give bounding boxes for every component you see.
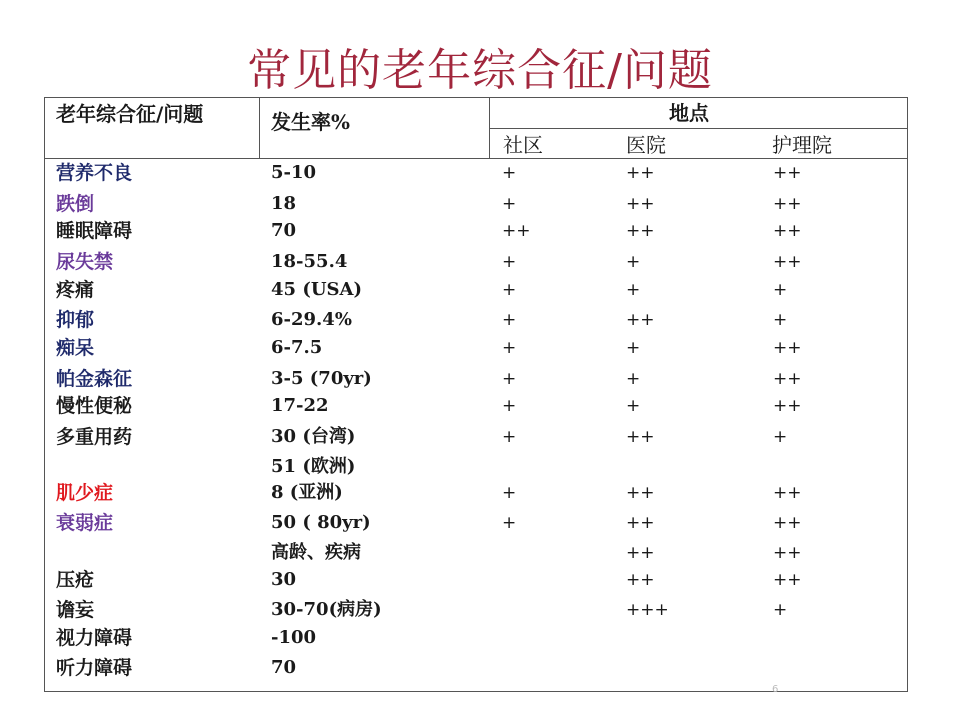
row-rate: 18	[271, 193, 297, 214]
row-nursing-home: +	[773, 600, 788, 620]
row-community: +	[502, 513, 517, 533]
row-nursing-home: ++	[773, 338, 802, 358]
row-hospital: ++	[626, 513, 655, 533]
row-rate: 70	[271, 220, 297, 241]
row-name: 视力障碍	[56, 627, 133, 649]
header-syndrome: 老年综合征/问题	[56, 102, 204, 126]
row-rate: 30	[271, 569, 297, 590]
row-community: +	[502, 163, 517, 183]
row-hospital: +	[626, 369, 641, 389]
location-subheader-rule	[489, 128, 908, 129]
row-name: 疼痛	[56, 279, 95, 301]
row-rate: 5-10	[271, 162, 317, 183]
row-community: +	[502, 310, 517, 330]
row-name: 压疮	[56, 569, 95, 591]
row-nursing-home: ++	[773, 369, 802, 389]
row-name: 尿失禁	[56, 251, 114, 273]
row-hospital: ++	[626, 194, 655, 214]
row-nursing-home: +	[773, 427, 788, 447]
header-hospital: 医院	[626, 133, 666, 157]
row-name: 睡眠障碍	[56, 220, 133, 242]
row-name: 多重用药	[56, 426, 133, 448]
row-nursing-home: ++	[773, 483, 802, 503]
row-hospital: +++	[626, 600, 669, 620]
row-nursing-home: ++	[773, 543, 802, 563]
row-rate: 18-55.4	[271, 251, 348, 272]
row-hospital: ++	[626, 427, 655, 447]
row-hospital: +	[626, 280, 641, 300]
table-bottom-border	[44, 691, 908, 692]
header-divider-2	[489, 97, 490, 158]
row-name: 肌少症	[56, 482, 114, 504]
row-rate: 45 (USA)	[271, 279, 363, 300]
row-rate: 8 (亚洲)	[271, 482, 343, 503]
row-rate: 17-22	[271, 395, 329, 416]
row-rate: 70	[271, 657, 297, 678]
row-community: +	[502, 194, 517, 214]
row-hospital: ++	[626, 570, 655, 590]
row-name: 谵妄	[56, 599, 95, 621]
row-community: +	[502, 427, 517, 447]
row-rate: 高龄、疾病	[271, 542, 361, 563]
row-nursing-home: ++	[773, 396, 802, 416]
row-community: +	[502, 338, 517, 358]
table-left-border	[44, 97, 45, 692]
row-hospital: ++	[626, 483, 655, 503]
row-nursing-home: +	[773, 280, 788, 300]
header-bottom-rule	[44, 158, 908, 159]
row-community: +	[502, 252, 517, 272]
row-name: 衰弱症	[56, 512, 114, 534]
page-title: 常见的老年综合征/问题	[247, 45, 713, 96]
row-rate: 6-29.4%	[271, 309, 352, 330]
row-rate: 3-5 (70yr)	[271, 368, 372, 389]
header-divider-1	[259, 97, 260, 158]
row-hospital: +	[626, 252, 641, 272]
row-rate: 51 (欧洲)	[271, 456, 356, 477]
row-name: 抑郁	[56, 309, 95, 331]
page-number: 6	[772, 684, 779, 695]
table-right-border	[907, 97, 908, 692]
row-name: 营养不良	[56, 162, 133, 184]
row-nursing-home: ++	[773, 163, 802, 183]
row-hospital: ++	[626, 310, 655, 330]
row-name: 听力障碍	[56, 657, 133, 679]
row-community: +	[502, 280, 517, 300]
header-location: 地点	[669, 101, 709, 125]
row-nursing-home: ++	[773, 570, 802, 590]
row-community: ++	[502, 221, 531, 241]
row-hospital: +	[626, 396, 641, 416]
row-hospital: ++	[626, 163, 655, 183]
row-rate: 50 ( 80yr)	[271, 512, 371, 533]
row-nursing-home: +	[773, 310, 788, 330]
row-name: 跌倒	[56, 193, 95, 215]
row-community: +	[502, 396, 517, 416]
syndrome-table	[44, 97, 908, 692]
row-rate: 6-7.5	[271, 337, 323, 358]
row-rate: -100	[271, 627, 317, 648]
row-nursing-home: ++	[773, 194, 802, 214]
row-hospital: ++	[626, 221, 655, 241]
table-top-border	[44, 97, 908, 98]
row-community: +	[502, 483, 517, 503]
header-incidence: 发生率%	[271, 110, 351, 134]
row-community: +	[502, 369, 517, 389]
row-hospital: ++	[626, 543, 655, 563]
row-name: 慢性便秘	[56, 395, 133, 417]
row-nursing-home: ++	[773, 221, 802, 241]
row-nursing-home: ++	[773, 513, 802, 533]
row-nursing-home: ++	[773, 252, 802, 272]
header-nursing-home: 护理院	[772, 133, 832, 157]
row-rate: 30-70(病房)	[271, 599, 382, 620]
row-name: 痴呆	[56, 337, 95, 359]
row-rate: 30 (台湾)	[271, 426, 356, 447]
row-name: 帕金森征	[56, 368, 133, 390]
row-hospital: +	[626, 338, 641, 358]
header-community: 社区	[503, 133, 543, 157]
